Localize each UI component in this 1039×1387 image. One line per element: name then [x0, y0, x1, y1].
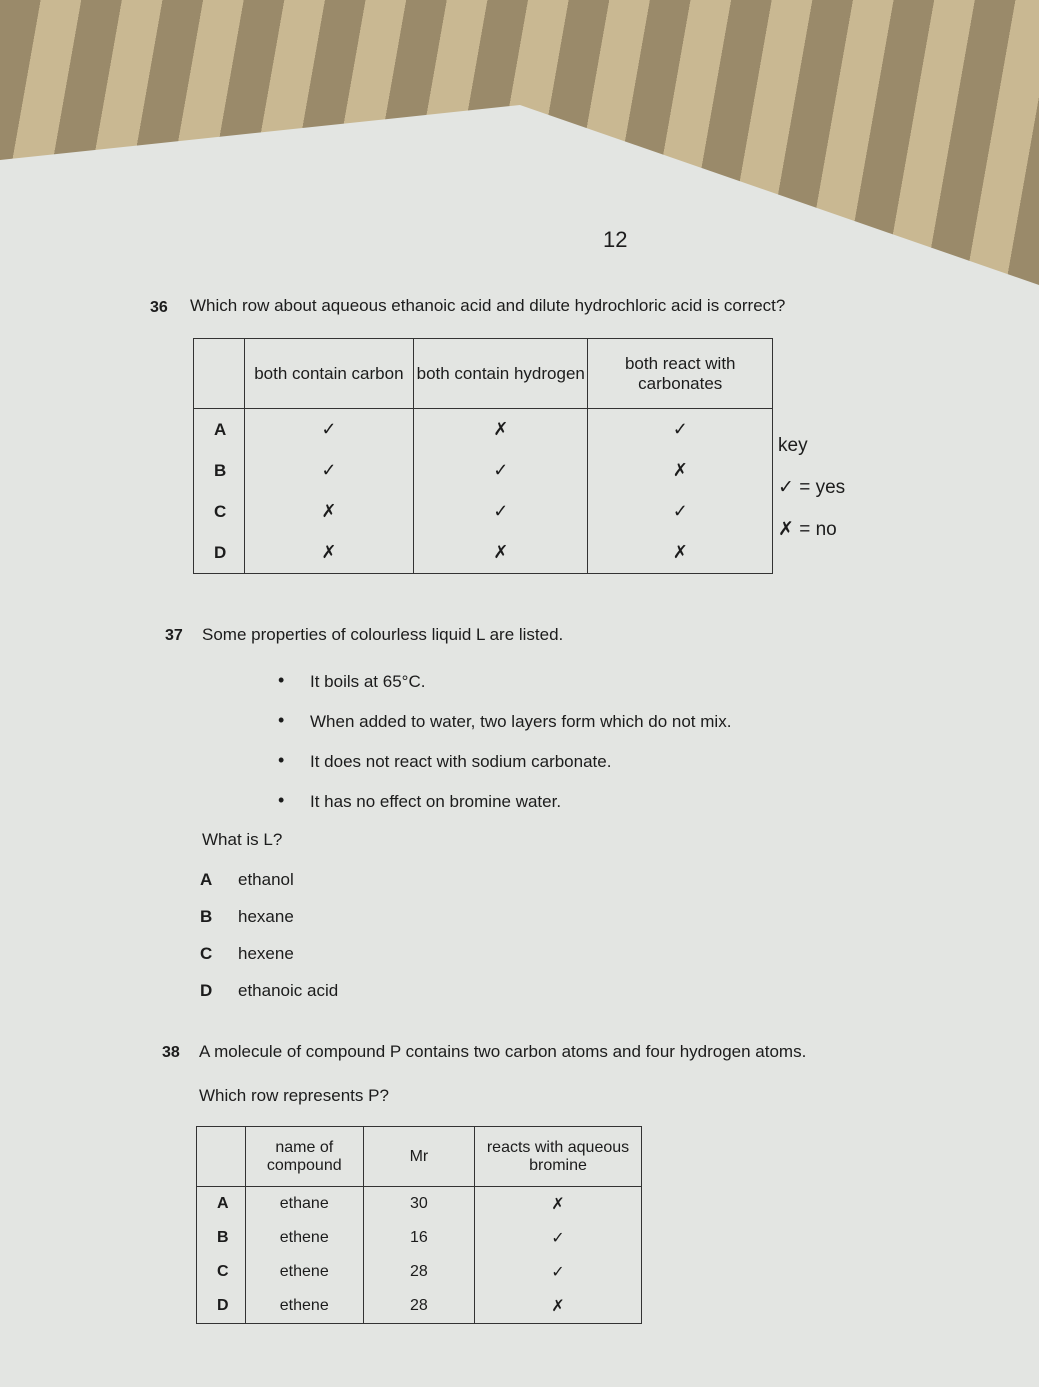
page-number: 12 [603, 227, 628, 252]
table-cell: ✓ [588, 409, 773, 451]
question-37-number: 37 [165, 627, 183, 644]
table-row [194, 409, 773, 451]
table-cell-name: ethene [245, 1255, 363, 1289]
table-header-corner [197, 1127, 246, 1187]
table-cell-reacts: ✗ [475, 1187, 642, 1222]
option-letter: C [200, 944, 213, 963]
question-38-table [196, 1126, 642, 1324]
row-letter: B [197, 1221, 246, 1255]
table-header-reacts: reacts with aqueous bromine [475, 1127, 642, 1187]
table-cell: ✓ [588, 491, 773, 532]
table-row [194, 532, 773, 574]
table-cell: ✗ [414, 532, 588, 574]
option-text: hexane [238, 907, 294, 926]
list-item: • It has no effect on bromine water. [278, 792, 731, 832]
table-cell-name: ethene [245, 1221, 363, 1255]
table-cell-reacts: ✓ [475, 1255, 642, 1289]
table-header-carbonates: both react with carbonates [588, 339, 773, 409]
row-letter: C [197, 1255, 246, 1289]
table-cell-reacts: ✓ [475, 1221, 642, 1255]
table-header-carbon: both contain carbon [244, 339, 413, 409]
option-letter: A [200, 870, 213, 889]
table-cell-mr: 28 [363, 1289, 474, 1324]
table-cell: ✗ [588, 450, 773, 491]
row-letter: D [197, 1289, 246, 1324]
question-38-number: 38 [162, 1044, 180, 1061]
option-a[interactable] [200, 870, 338, 907]
option-text: hexene [238, 944, 294, 963]
option-letter: D [200, 981, 213, 1000]
question-36-table [193, 338, 773, 574]
table-cell: ✗ [414, 409, 588, 451]
row-letter: B [194, 450, 245, 491]
table-header-hydrogen: both contain hydrogen [414, 339, 588, 409]
list-item: • It boils at 65°C. [278, 672, 731, 712]
table-row [197, 1187, 642, 1222]
table-row [197, 1221, 642, 1255]
question-36-number: 36 [150, 299, 168, 316]
table-cell: ✗ [588, 532, 773, 574]
table-cell-name: ethene [245, 1289, 363, 1324]
table-cell: ✗ [244, 491, 413, 532]
table-cell: ✓ [244, 409, 413, 451]
table-cell: ✓ [414, 450, 588, 491]
table-cell: ✗ [244, 532, 413, 574]
key-title: key [778, 435, 808, 456]
option-letter: B [200, 907, 213, 926]
table-row [197, 1289, 642, 1324]
table-cell-reacts: ✗ [475, 1289, 642, 1324]
option-c[interactable] [200, 944, 338, 981]
question-37-prompt: What is L? [202, 830, 283, 849]
table-header-mr: Mr [363, 1127, 474, 1187]
table-cell: ✓ [244, 450, 413, 491]
table-cell-mr: 30 [363, 1187, 474, 1222]
row-letter: A [194, 409, 245, 451]
answer-key [778, 425, 845, 551]
option-text: ethanoic acid [238, 981, 339, 1000]
table-cell-mr: 28 [363, 1255, 474, 1289]
properties-list [278, 672, 731, 832]
question-36-text: Which row about aqueous ethanoic acid and dilute hydrochloric acid is correct? [190, 296, 786, 315]
table-header-name: name of compound [245, 1127, 363, 1187]
row-letter: D [194, 532, 245, 574]
question-38-prompt: Which row represents P? [199, 1086, 389, 1105]
row-letter: C [194, 491, 245, 532]
option-d[interactable] [200, 981, 338, 1018]
table-row [197, 1255, 642, 1289]
table-cell-mr: 16 [363, 1221, 474, 1255]
table-cell: ✓ [414, 491, 588, 532]
table-cell-name: ethane [245, 1187, 363, 1222]
list-item: • When added to water, two layers form which do not mix. [278, 712, 731, 752]
option-text: ethanol [238, 870, 294, 889]
question-38-text: A molecule of compound P contains two carbon atoms and four hydrogen atoms. [199, 1042, 807, 1061]
row-letter: A [197, 1187, 246, 1222]
key-yes: ✓ = yes [778, 477, 846, 498]
option-b[interactable] [200, 907, 338, 944]
question-37-text: Some properties of colourless liquid L are listed. [202, 625, 564, 644]
table-header-corner [194, 339, 245, 409]
list-item: • It does not react with sodium carbonate. [278, 752, 731, 792]
key-no: ✗ = no [778, 519, 837, 540]
table-row [194, 450, 773, 491]
table-row [194, 491, 773, 532]
question-37-options [200, 870, 338, 1018]
